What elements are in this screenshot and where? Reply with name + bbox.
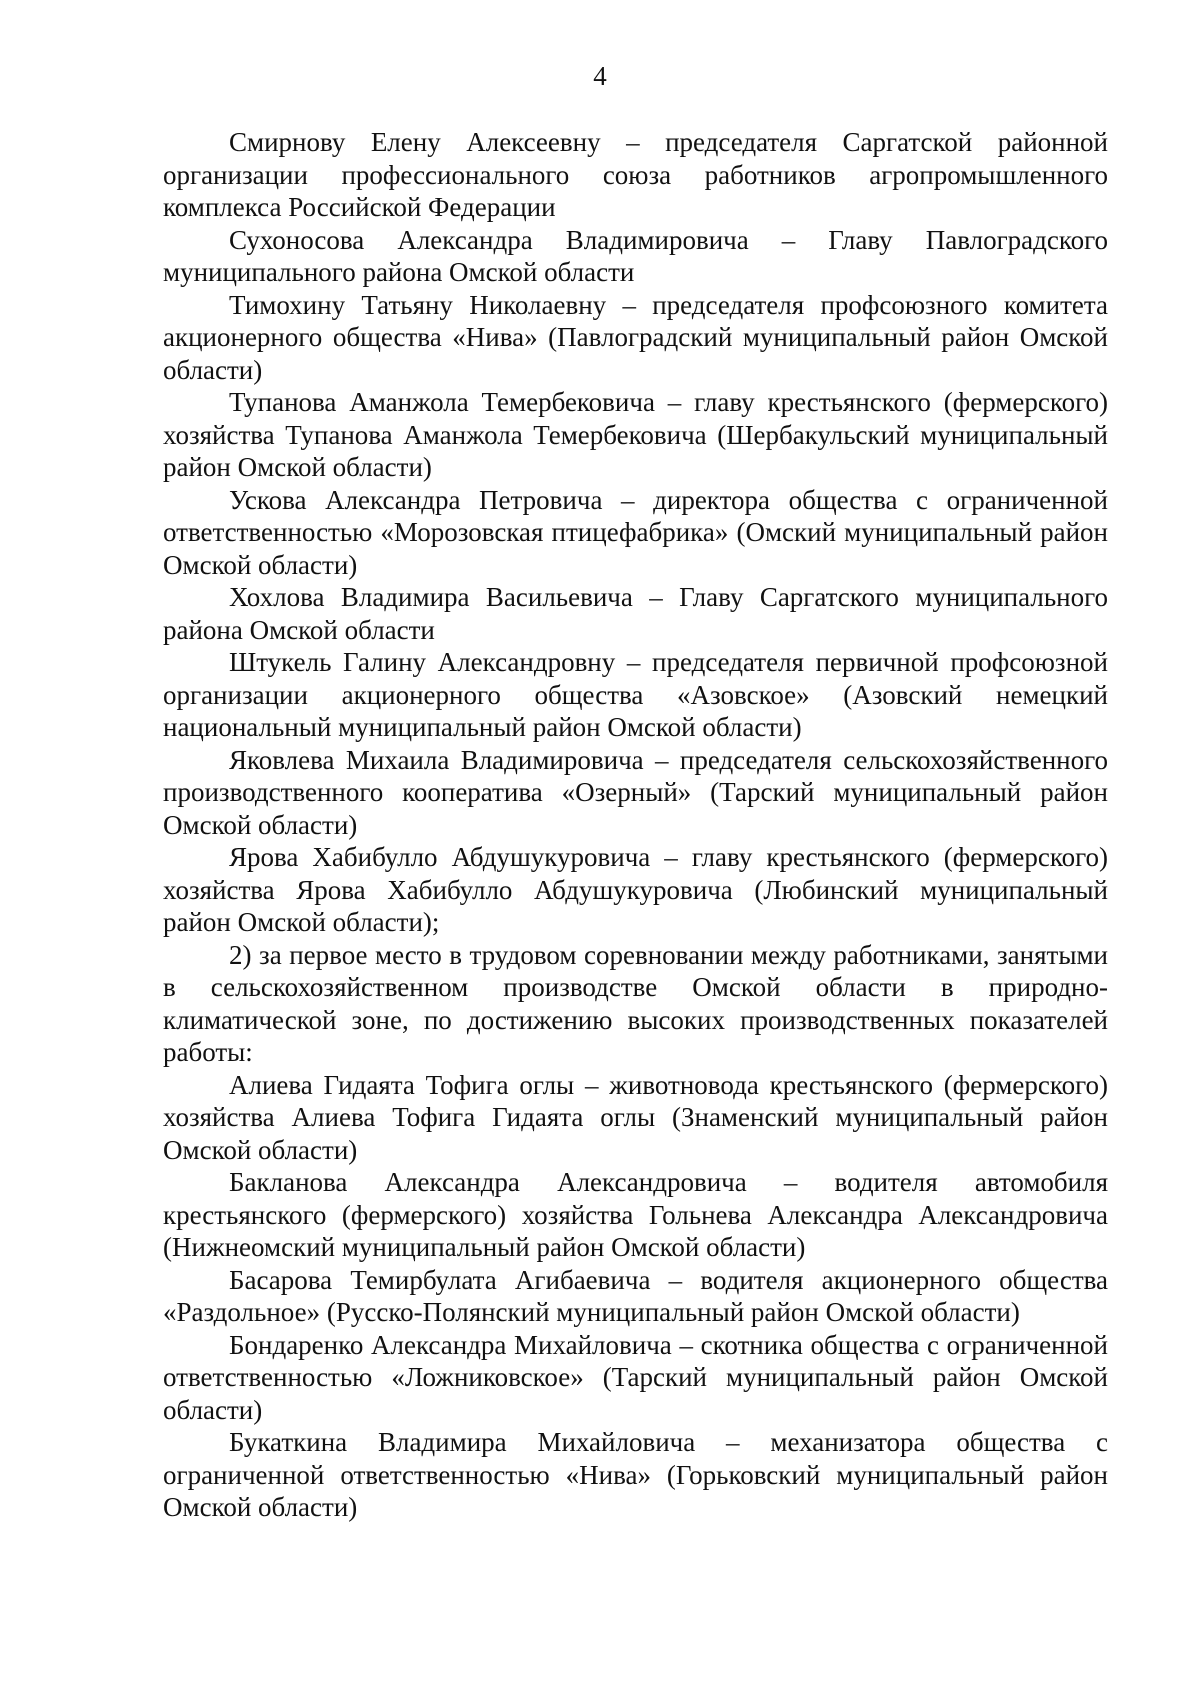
paragraph-timokhina: Тимохину Татьяну Николаевну – председателя профсоюзного комитета акционерного общества «Нива» (Павлоградский муниципальный район Омской области) — [163, 289, 1108, 385]
paragraph-smirnova: Смирнову Елену Алексеевну – председателя Саргатской районной организации профессионального союза работников агропромышленного комплекса Российской Федерации — [163, 127, 1108, 222]
page-number: 4 — [593, 61, 607, 91]
paragraph-tupanov: Тупанова Аманжола Темербековича – главу крестьянского (фермерского) хозяйства Тупанова Аманжола Темербековича (Шербакульский муниципальный район Омской области) — [163, 387, 1108, 482]
paragraph-baklanov: Бакланова Александра Александровича – водителя автомобиля крестьянского (фермерского) хозяйства Гольнева Александра Александровича (Нижнеомский муниципальный район Омской области) — [163, 1167, 1108, 1262]
paragraph-aliev: Алиева Гидаята Тофига оглы – животновода крестьянского (фермерского) хозяйства Алиева Тофига Гидаята оглы (Знаменский муниципальный район Омской области) — [163, 1069, 1108, 1165]
paragraph-shtukel: Штукель Галину Александровну – председателя первичной профсоюзной организации акционерного общества «Азовское» (Азовский немецкий национальный муниципальный район Омской области) — [163, 647, 1108, 742]
document-body — [163, 126, 1108, 1524]
paragraph-bondarenko: Бондаренко Александра Михайловича – скотника общества с ограниченной ответственностью «Ложниковское» (Тарский муниципальный район Омской области) — [163, 1329, 1108, 1425]
paragraph-basarov: Басарова Темирбулата Агибаевича – водителя акционерного общества «Раздольное» (Русско-Полянский муниципальный район Омской области) — [163, 1264, 1108, 1327]
paragraph-sukhonosov: Сухоносова Александра Владимировича – Главу Павлоградского муниципального района Омской области — [163, 224, 1108, 287]
paragraph-uskov: Ускова Александра Петровича – директора общества с ограниченной ответственностью «Морозовская птицефабрика» (Омский муниципальный район Омской области) — [163, 484, 1108, 580]
paragraph-yarov: Ярова Хабибулло Абдушукуровича – главу крестьянского (фермерского) хозяйства Ярова Хабибулло Абдушукуровича (Любинский муниципальный район Омской области); — [163, 842, 1108, 937]
paragraph-yakovlev: Яковлева Михаила Владимировича – председателя сельскохозяйственного производственного кооператива «Озерный» (Тарский муниципальный район Омской области) — [163, 744, 1108, 840]
paragraph-section-2: 2) за первое место в трудовом соревновании между работниками, занятыми в сельскохозяйственном производстве Омской области в природно-климатической зоне, по достижению высоких производственных показателей работы: — [163, 939, 1108, 1067]
paragraph-khokhlov: Хохлова Владимира Васильевича – Главу Саргатского муниципального района Омской области — [163, 582, 1108, 645]
paragraph-bukatkin: Букаткина Владимира Михайловича – механизатора общества с ограниченной ответственностью «Нива» (Горьковский муниципальный район Омской области) — [163, 1427, 1108, 1522]
